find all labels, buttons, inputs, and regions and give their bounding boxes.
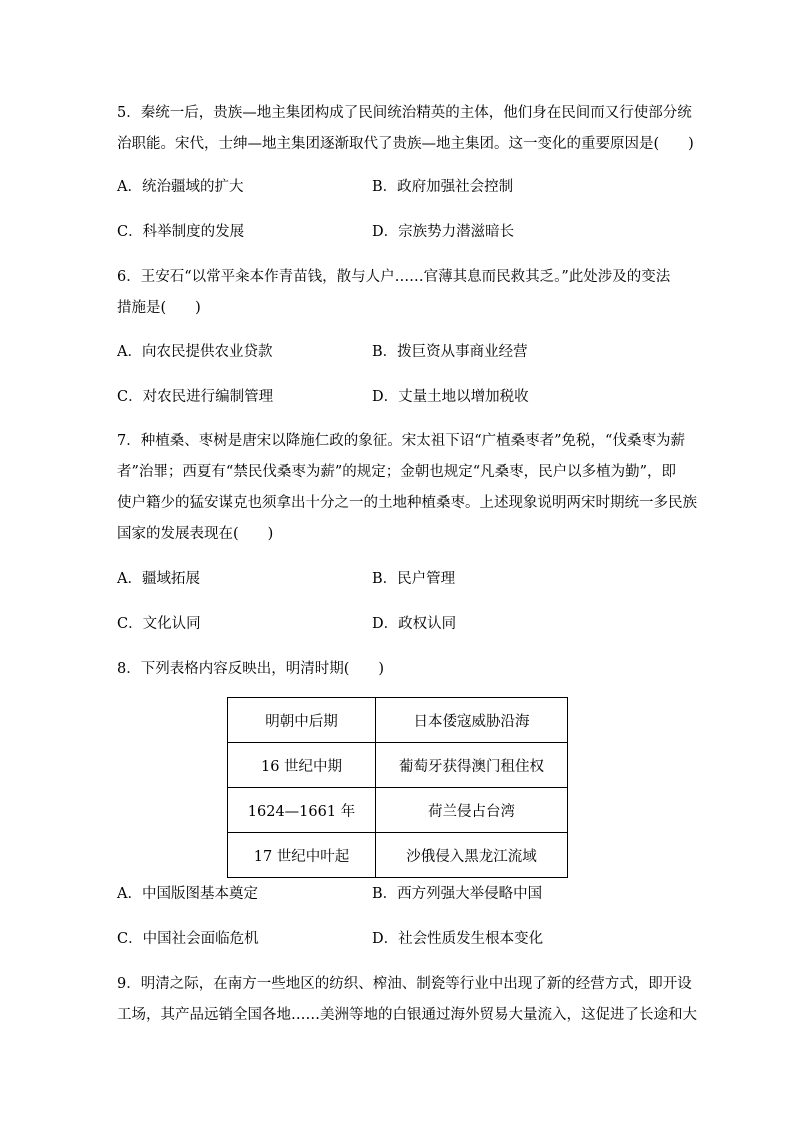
q7-option-c[interactable]: C．文化认同: [117, 616, 201, 632]
table-row: [228, 698, 568, 743]
table-cell-period: 明朝中后期: [228, 698, 376, 743]
q5-option-d[interactable]: D．宗族势力潜滋暗长: [372, 224, 515, 240]
q6-option-b[interactable]: B．拨巨资从事商业经营: [372, 344, 528, 360]
table-cell-event: 日本倭寇威胁沿海: [376, 698, 568, 743]
q7-stem-line-1: 7．种植桑、枣树是唐宋以降施仁政的象征。宋太祖下诏“广植桑枣者”免税，“伐桑枣为薪: [117, 433, 685, 449]
q7-option-b[interactable]: B．民户管理: [372, 571, 456, 587]
q6-stem-line-2: 措施是( ): [117, 300, 201, 316]
table-cell-event: 荷兰侵占台湾: [376, 788, 568, 833]
q5-stem-line-2: 治职能。宋代，士绅—地主集团逐渐取代了贵族—地主集团。这一变化的重要原因是( ): [117, 136, 694, 152]
q9-stem-line-2: 工场，其产品远销全国各地……美洲等地的白银通过海外贸易大量流入，这促进了长途和大: [117, 1007, 697, 1023]
table-cell-period: 16 世纪中期: [228, 743, 376, 788]
q9-stem-line-1: 9．明清之际，在南方一些地区的纺织、榨油、制瓷等行业中出现了新的经营方式，即开设: [117, 976, 692, 992]
q6-option-c[interactable]: C．对农民进行编制管理: [117, 389, 274, 405]
q6-option-d[interactable]: D．丈量土地以增加税收: [372, 389, 529, 405]
table-row: [228, 788, 568, 833]
table-cell-event: 葡萄牙获得澳门租住权: [376, 743, 568, 788]
q6-stem-line-1: 6．王安石“以常平籴本作青苗钱，散与人户……官薄其息而民救其乏。”此处涉及的变法: [117, 269, 671, 285]
q8-option-b[interactable]: B．西方列强大举侵略中国: [372, 886, 543, 902]
table-cell-period: 17 世纪中叶起: [228, 833, 376, 878]
table-cell-period: 1624—1661 年: [228, 788, 376, 833]
q8-events-table: [227, 697, 568, 878]
q7-stem-line-4: 国家的发展表现在( ): [117, 526, 274, 542]
table-cell-event: 沙俄侵入黑龙江流域: [376, 833, 568, 878]
q7-stem-line-3: 使户籍少的猛安谋克也须拿出十分之一的土地种植桑枣。上述现象说明两宋时期统一多民族: [117, 495, 697, 511]
q5-option-a[interactable]: A．统治疆域的扩大: [117, 179, 244, 195]
q8-option-d[interactable]: D．社会性质发生根本变化: [372, 931, 544, 947]
table-row: [228, 743, 568, 788]
q6-option-a[interactable]: A．向农民提供农业贷款: [117, 344, 273, 360]
q7-option-d[interactable]: D．政权认同: [372, 616, 457, 632]
q8-option-a[interactable]: A．中国版图基本奠定: [117, 886, 258, 902]
table-row: [228, 833, 568, 878]
q8-option-c[interactable]: C．中国社会面临危机: [117, 931, 259, 947]
q5-stem-line-1: 5．秦统一后，贵族—地主集团构成了民间统治精英的主体，他们身在民间而又行使部分统: [117, 105, 692, 121]
q8-stem-line-1: 8．下列表格内容反映出，明清时期( ): [117, 661, 385, 677]
q7-stem-line-2: 者”治罪；西夏有“禁民伐桑枣为薪”的规定；金朝也规定“凡桑枣，民户以多植为勤”，即: [117, 464, 677, 480]
q5-option-b[interactable]: B．政府加强社会控制: [372, 179, 514, 195]
q5-option-c[interactable]: C．科举制度的发展: [117, 224, 245, 240]
q7-option-a[interactable]: A．疆域拓展: [117, 571, 200, 587]
